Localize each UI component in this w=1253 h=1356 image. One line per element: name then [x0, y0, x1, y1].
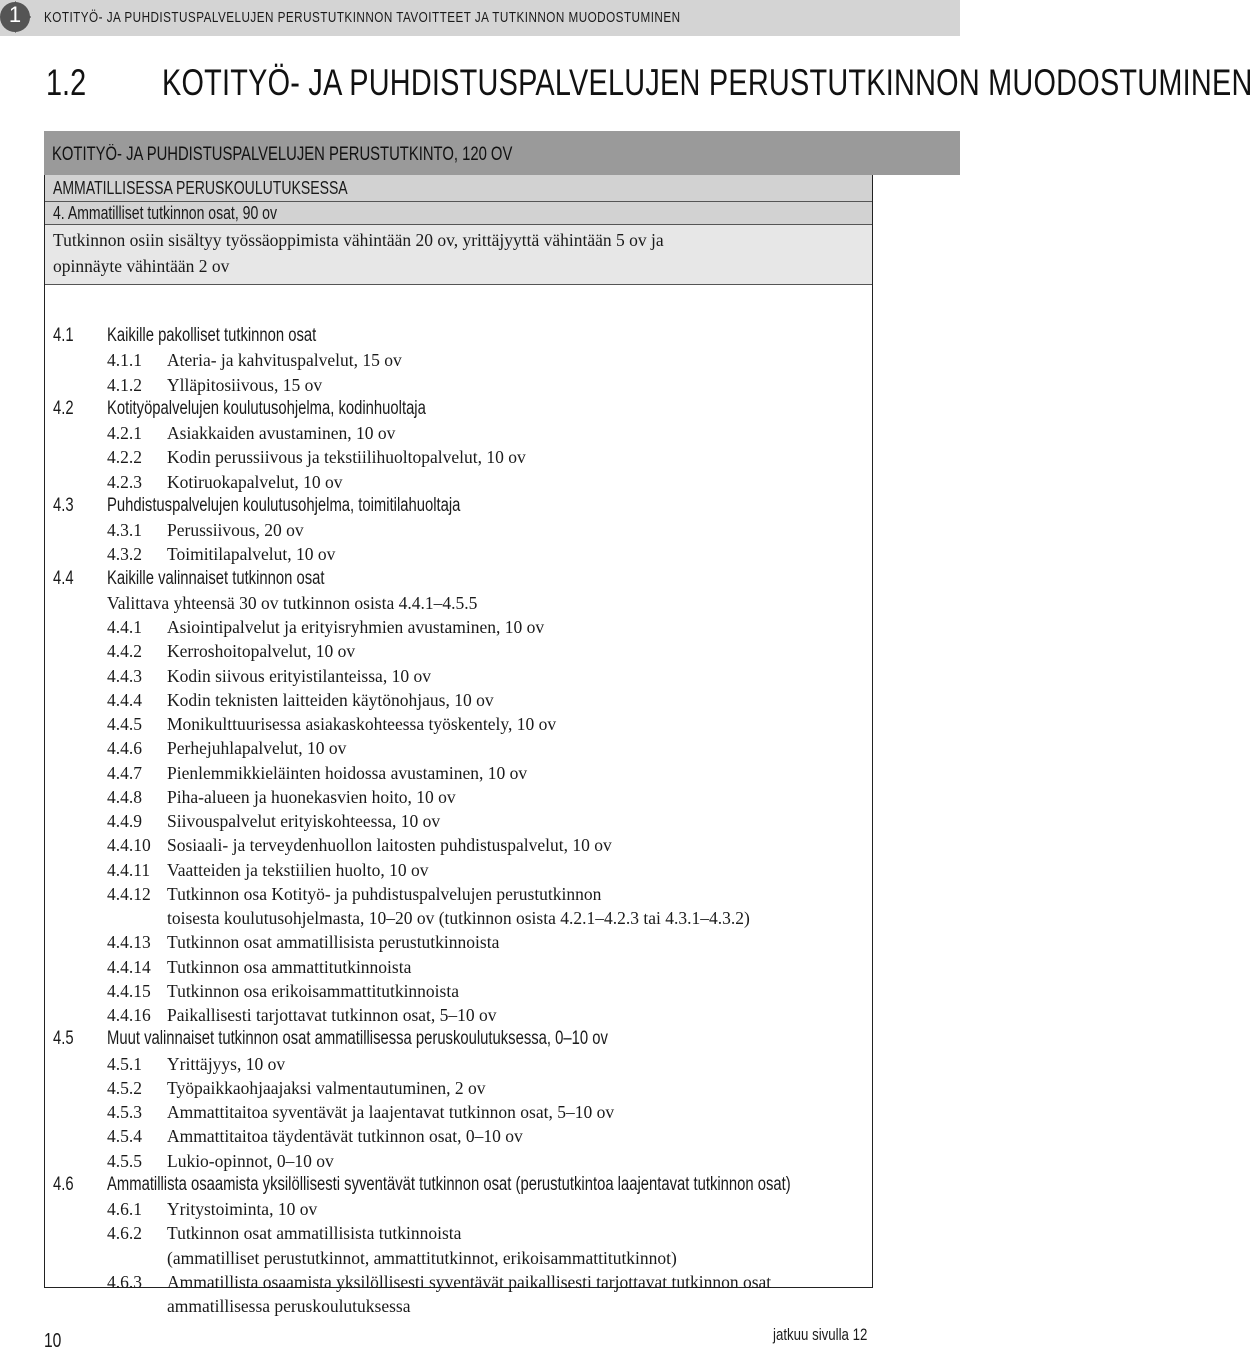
item-text: Lukio-opinnot, 0–10 ov [167, 1150, 334, 1171]
part-note-row [45, 225, 872, 285]
item-number: 4.4.4 [107, 689, 142, 710]
running-header [0, 0, 960, 36]
item-number: 4.4.14 [107, 956, 151, 977]
item-text: Toimitilapalvelut, 10 ov [167, 544, 336, 565]
item-number: 4.3.1 [107, 520, 142, 540]
item-number: 4.4.11 [107, 859, 151, 880]
item-text: Asiakkaiden avustaminen, 10 ov [167, 423, 396, 443]
item-text: Työpaikkaohjaajaksi valmentautuminen, 2 ov [167, 1077, 486, 1098]
item-text: Kodin perussiivous ja tekstiilihuoltopalvelut, 10 ov [167, 447, 526, 468]
table-header-text: KOTITYÖ- JA PUHDISTUSPALVELUJEN PERUSTUTKINTO, 120 OV [52, 144, 513, 165]
item-text: Siivouspalvelut erityiskohteessa, 10 ov [167, 811, 441, 831]
item-text: Kerroshoitopalvelut, 10 ov [167, 641, 356, 662]
item-text: Vaatteiden ja tekstiilien huolto, 10 ov [167, 859, 429, 880]
item-text: Tutkinnon osa ammattitutkinnoista [167, 956, 412, 977]
item-number: 4.4.3 [107, 665, 142, 686]
item-number: 4.4.16 [107, 1005, 151, 1025]
item-number: 4.4.5 [107, 714, 142, 734]
item-text: Tutkinnon osat ammatillisista tutkinnoista [167, 1223, 462, 1244]
item-number: 4.2.2 [107, 447, 142, 468]
subheader-text: AMMATILLISESSA PERUSKOULUTUKSESSA [53, 178, 348, 198]
item-text: Kaikille pakolliset tutkinnon osat [107, 325, 317, 346]
part-note-line-2: opinnäyte vähintään 2 ov [53, 256, 230, 276]
item-number: 4.4.1 [107, 617, 142, 637]
item-text: Yritystoiminta, 10 ov [167, 1199, 318, 1219]
item-text: Muut valinnaiset tutkinnon osat ammatillisessa peruskoulutuksessa, 0–10 ov [107, 1028, 608, 1050]
part-title-row [45, 202, 872, 225]
item-number: 4.6.1 [107, 1199, 142, 1219]
item-text: Ylläpitosiivous, 15 ov [167, 374, 323, 395]
item-number: 4.4.10 [107, 835, 151, 856]
part-title: 4. Ammatilliset tutkinnon osat, 90 ov [53, 203, 277, 223]
degree-structure-table [44, 131, 960, 1316]
item-text: Kotityöpalvelujen koulutusohjelma, kodinhuoltaja [107, 397, 426, 419]
page-number: 10 [44, 1330, 62, 1352]
subheader-row [45, 175, 872, 202]
item-number: 4.5.2 [107, 1077, 142, 1098]
section-number: 1.2 [46, 62, 87, 103]
item-text: Piha-alueen ja huonekasvien hoito, 10 ov [167, 786, 456, 807]
item-number: 4.4.15 [107, 980, 151, 1001]
item-text: toisesta koulutusohjelmasta, 10–20 ov (tutkinnon osista 4.2.1–4.2.3 tai 4.3.1–4.3.2) [167, 908, 750, 928]
item-number: 4.4.13 [107, 932, 151, 953]
item-number: 4.6 [53, 1173, 74, 1195]
item-number: 4.1.2 [107, 374, 142, 395]
table-header [44, 131, 960, 175]
continued-note: jatkuu sivulla 12 [773, 1325, 868, 1344]
item-text: Ammatillista osaamista yksilöllisesti syventävät tutkinnon osat (perustutkintoa laajentavat tutkinnon osat) [107, 1173, 791, 1195]
item-number: 4.2 [53, 397, 74, 419]
item-number: 4.1 [53, 325, 74, 346]
running-title: KOTITYÖ- JA PUHDISTUSPALVELUJEN PERUSTUTKINNON TAVOITTEET JA TUTKINNON MUODOSTUMINEN [44, 9, 681, 26]
item-number: 4.5.3 [107, 1102, 142, 1122]
item-number: 4.4 [53, 567, 74, 589]
item-text: (ammatilliset perustutkinnot, ammattitutkinnot, erikoisammattitutkinnot) [167, 1247, 677, 1268]
item-text: Kodin teknisten laitteiden käytönohjaus, 10 ov [167, 689, 494, 710]
item-number: 4.4.6 [107, 738, 142, 759]
item-text: Sosiaali- ja terveydenhuollon laitosten puhdistuspalvelut, 10 ov [167, 835, 612, 856]
item-number: 4.4.12 [107, 883, 151, 904]
item-text: Ammattitaitoa syventävät ja laajentavat tutkinnon osat, 5–10 ov [167, 1102, 615, 1122]
chapter-number: 1 [8, 2, 22, 27]
item-text: Tutkinnon osat ammatillisista perustutkinnoista [167, 932, 500, 953]
item-text: Asiointipalvelut ja erityisryhmien avustaminen, 10 ov [167, 617, 545, 637]
item-text: Perhejuhlapalvelut, 10 ov [167, 738, 347, 759]
item-text: Monikulttuurisessa asiakaskohteessa työskentely, 10 ov [167, 714, 557, 734]
item-text: Tutkinnon osa Kotityö- ja puhdistuspalvelujen perustutkinnon [167, 883, 602, 904]
item-number: 4.5 [53, 1028, 74, 1050]
item-number: 4.3.2 [107, 544, 142, 565]
item-number: 4.4.7 [107, 762, 142, 783]
item-text: Valittava yhteensä 30 ov tutkinnon osista 4.4.1–4.5.5 [107, 592, 478, 613]
section-title: KOTITYÖ- JA PUHDISTUSPALVELUJEN PERUSTUTKINNON MUODOSTUMINEN [162, 62, 1253, 103]
item-number: 4.2.3 [107, 471, 142, 492]
item-text: Paikallisesti tarjottavat tutkinnon osat, 5–10 ov [167, 1005, 497, 1025]
item-number: 4.5.1 [107, 1053, 142, 1074]
item-number: 4.4.2 [107, 641, 142, 662]
item-number: 4.2.1 [107, 423, 142, 443]
item-number: 4.1.1 [107, 350, 142, 371]
item-text: Perussiivous, 20 ov [167, 520, 304, 540]
item-text: Kaikille valinnaiset tutkinnon osat [107, 567, 325, 589]
item-number: 4.4.8 [107, 786, 142, 807]
item-text: Ammattitaitoa täydentävät tutkinnon osat, 0–10 ov [167, 1126, 523, 1147]
item-text: Yrittäjyys, 10 ov [167, 1053, 286, 1074]
item-number: 4.4.9 [107, 811, 142, 831]
item-text: Pienlemmikkieläinten hoidossa avustaminen, 10 ov [167, 762, 528, 783]
item-number: 4.3 [53, 494, 74, 516]
table-body [44, 175, 873, 1316]
item-text: Puhdistuspalvelujen koulutusohjelma, toimitilahuoltaja [107, 494, 461, 516]
item-number: 4.6.3 [107, 1271, 142, 1292]
item-text: Ammatillista osaamista yksilöllisesti syventävät paikallisesti tarjottavat tutkinnon osat [167, 1271, 772, 1292]
item-text: Ateria- ja kahvituspalvelut, 15 ov [167, 350, 402, 371]
item-number: 4.6.2 [107, 1223, 142, 1244]
item-text: ammatillisessa peruskoulutuksessa [167, 1296, 411, 1316]
item-number: 4.5.4 [107, 1126, 142, 1147]
item-text: Tutkinnon osa erikoisammattitutkinnoista [167, 980, 459, 1001]
part-note-line-1: Tutkinnon osiin sisältyy työssäoppimista vähintään 20 ov, yrittäjyyttä vähintään 5 ov ja [53, 230, 664, 250]
item-text: Kotiruokapalvelut, 10 ov [167, 471, 343, 492]
item-text: Kodin siivous erityistilanteissa, 10 ov [167, 665, 431, 686]
item-number: 4.5.5 [107, 1150, 142, 1171]
